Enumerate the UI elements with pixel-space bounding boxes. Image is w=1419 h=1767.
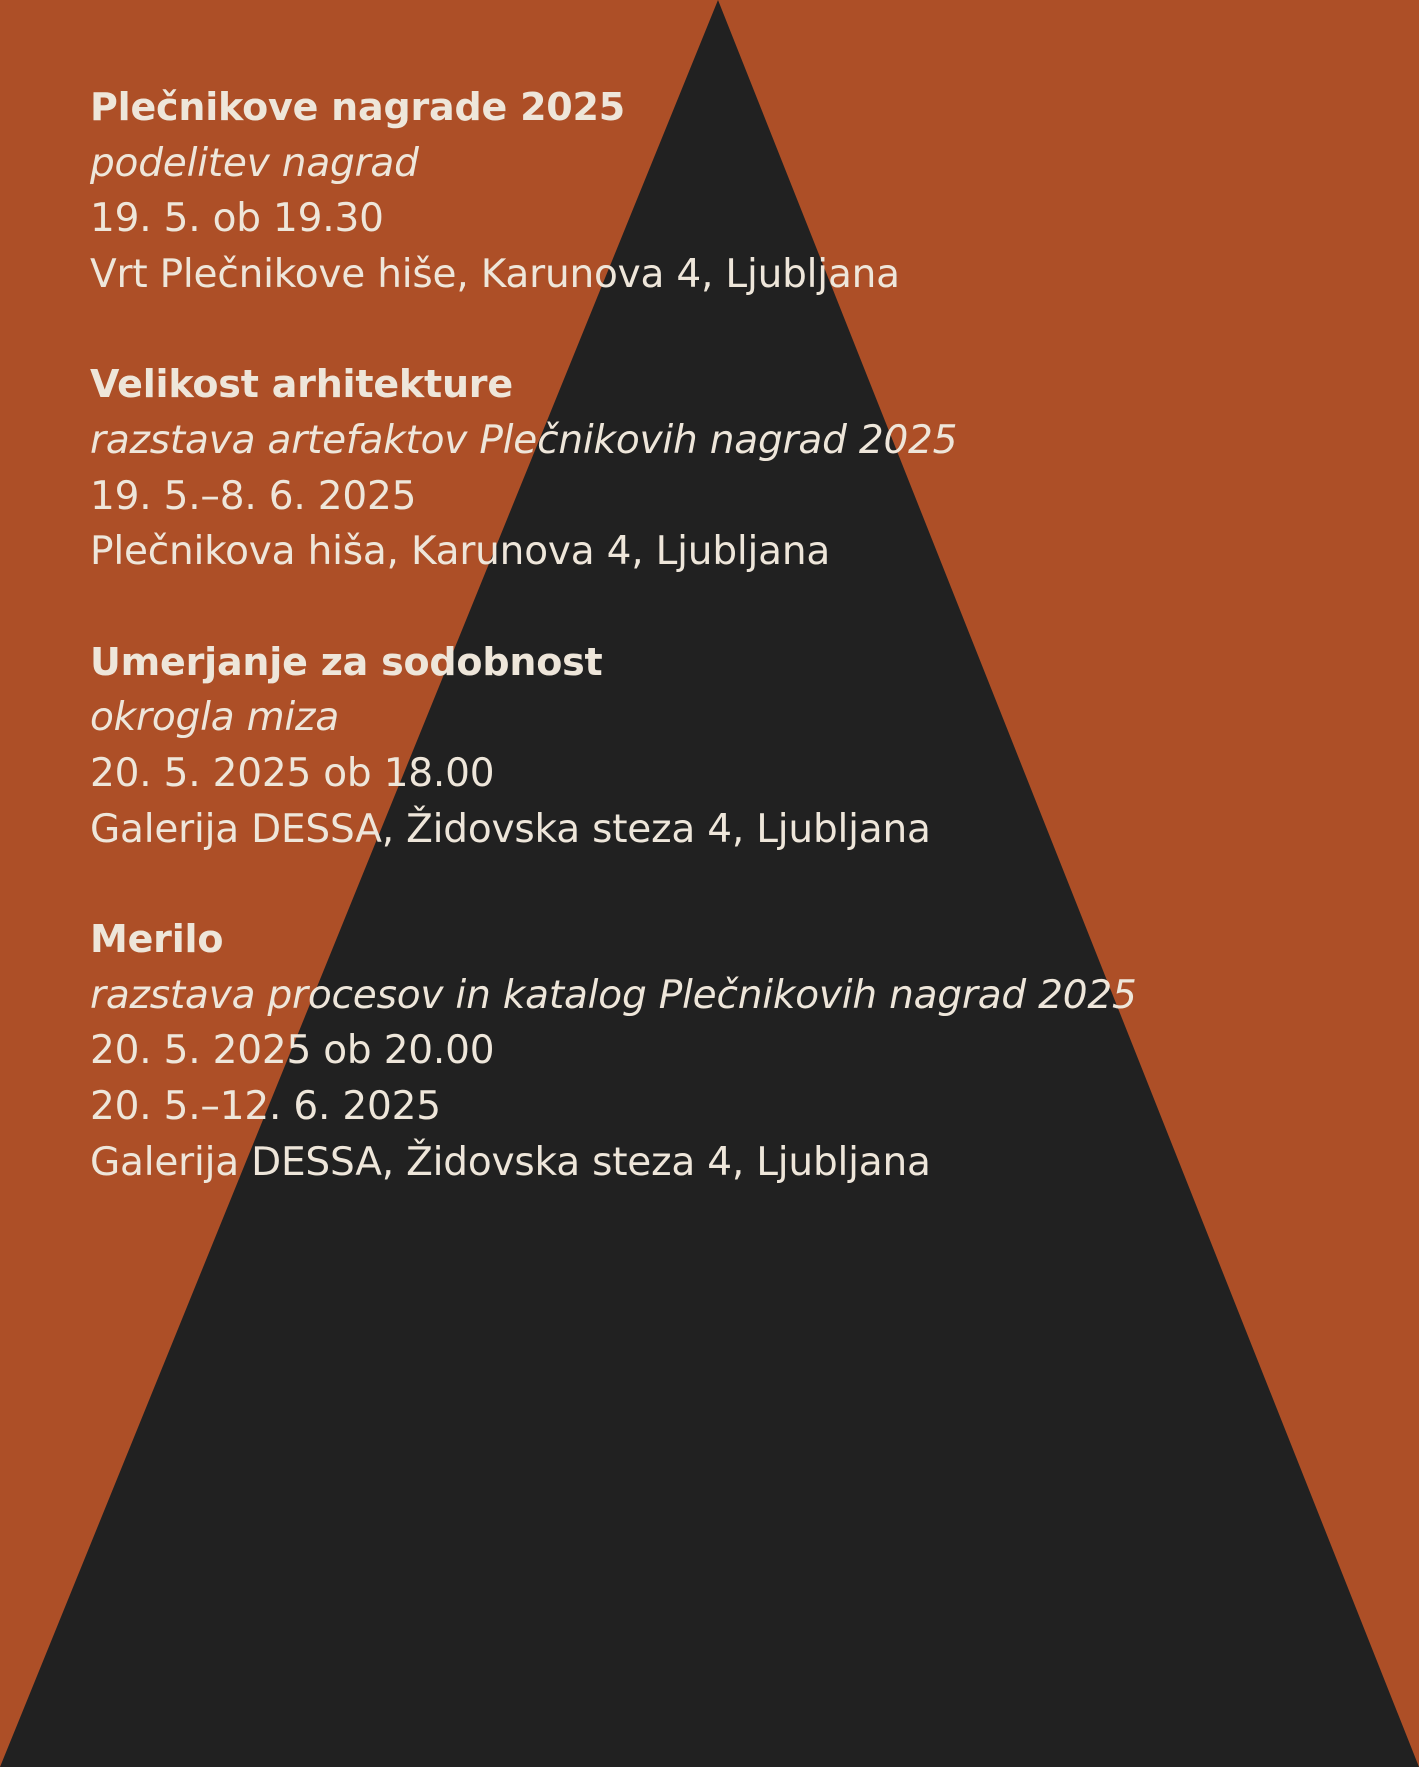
event-subtitle: podelitev nagrad	[90, 140, 419, 186]
event-title: Velikost arhitekture	[90, 362, 513, 407]
event-location: Galerija DESSA, Židovska steza 4, Ljubljana	[90, 1139, 931, 1185]
event-title: Umerjanje za sodobnost	[90, 639, 603, 684]
event-location: Galerija DESSA, Židovska steza 4, Ljubljana	[90, 806, 931, 852]
event-date: 19. 5.–8. 6. 2025	[90, 473, 417, 519]
event-list	[90, 80, 1137, 1245]
event-plecnikove-nagrade	[90, 80, 1137, 302]
event-date: 20. 5. 2025 ob 18.00	[90, 750, 495, 796]
event-date: 20. 5. 2025 ob 20.00	[90, 1028, 495, 1074]
event-location: Vrt Plečnikove hiše, Karunova 4, Ljubljana	[90, 251, 900, 297]
event-umerjanje-za-sodobnost	[90, 635, 1137, 857]
event-velikost-arhitekture	[90, 357, 1137, 579]
event-date-range: 20. 5.–12. 6. 2025	[90, 1083, 441, 1129]
event-merilo	[90, 912, 1137, 1190]
event-title: Plečnikove nagrade 2025	[90, 85, 626, 129]
event-date: 19. 5. ob 19.30	[90, 196, 384, 242]
event-location: Plečnikova hiša, Karunova 4, Ljubljana	[90, 529, 831, 575]
event-title: Merilo	[90, 917, 224, 962]
event-subtitle: razstava procesov in katalog Plečnikovih nagrad 2025	[90, 972, 1137, 1018]
event-subtitle: razstava artefaktov Plečnikovih nagrad 2025	[90, 417, 958, 463]
event-subtitle: okrogla miza	[90, 695, 340, 741]
